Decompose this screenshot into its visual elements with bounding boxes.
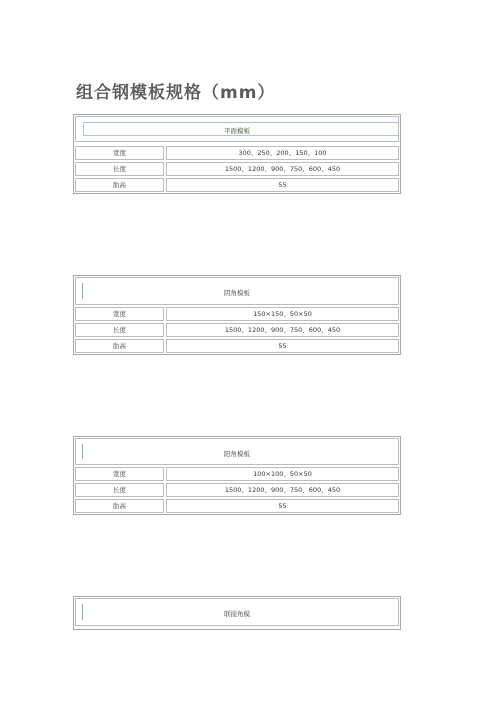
row-label: 肋高: [75, 178, 164, 192]
table-caption-row: [75, 116, 399, 142]
row-label: 肋高: [75, 499, 164, 513]
table-row: [75, 483, 399, 497]
spec-table-inner-corner: [73, 275, 401, 355]
table-row: [75, 339, 399, 353]
table-row: [75, 499, 399, 513]
row-label: 肋高: [75, 339, 164, 353]
table-row: [75, 467, 399, 481]
spec-table-joint-corner: [73, 596, 401, 630]
table-caption-row: [75, 277, 399, 305]
table-row: [75, 178, 399, 192]
table-caption-row: [75, 598, 399, 626]
spec-table-flat: [73, 114, 401, 194]
row-value: 55: [166, 499, 399, 513]
row-label: 宽度: [75, 146, 164, 160]
row-value: 1500、1200、900、750、600、450: [166, 323, 399, 337]
row-label: 宽度: [75, 307, 164, 321]
table-row: [75, 323, 399, 337]
row-value: 1500、1200、900、750、600、450: [166, 483, 399, 497]
row-value: 150×150、50×50: [166, 307, 399, 321]
row-label: 长度: [75, 323, 164, 337]
spec-table-outer-corner: [73, 436, 401, 515]
row-label: 长度: [75, 483, 164, 497]
row-value: 300、250、200、150、100: [166, 146, 399, 160]
row-value: 55: [166, 339, 399, 353]
table-row: [75, 162, 399, 176]
table-caption: 平面模板: [224, 127, 250, 135]
table-caption: 联接角模: [224, 610, 250, 618]
table-row: [75, 307, 399, 321]
row-label: 长度: [75, 162, 164, 176]
page-title: 组合钢模板规格（mm）: [76, 83, 276, 103]
row-value: 100×100、50×50: [166, 467, 399, 481]
table-row: [75, 146, 399, 160]
row-label: 宽度: [75, 467, 164, 481]
table-caption-row: [75, 438, 399, 465]
row-value: 55: [166, 178, 399, 192]
row-value: 1500、1200、900、750、600、450: [166, 162, 399, 176]
table-caption: 阳角模板: [224, 450, 250, 458]
table-caption: 阴角模板: [224, 289, 250, 297]
